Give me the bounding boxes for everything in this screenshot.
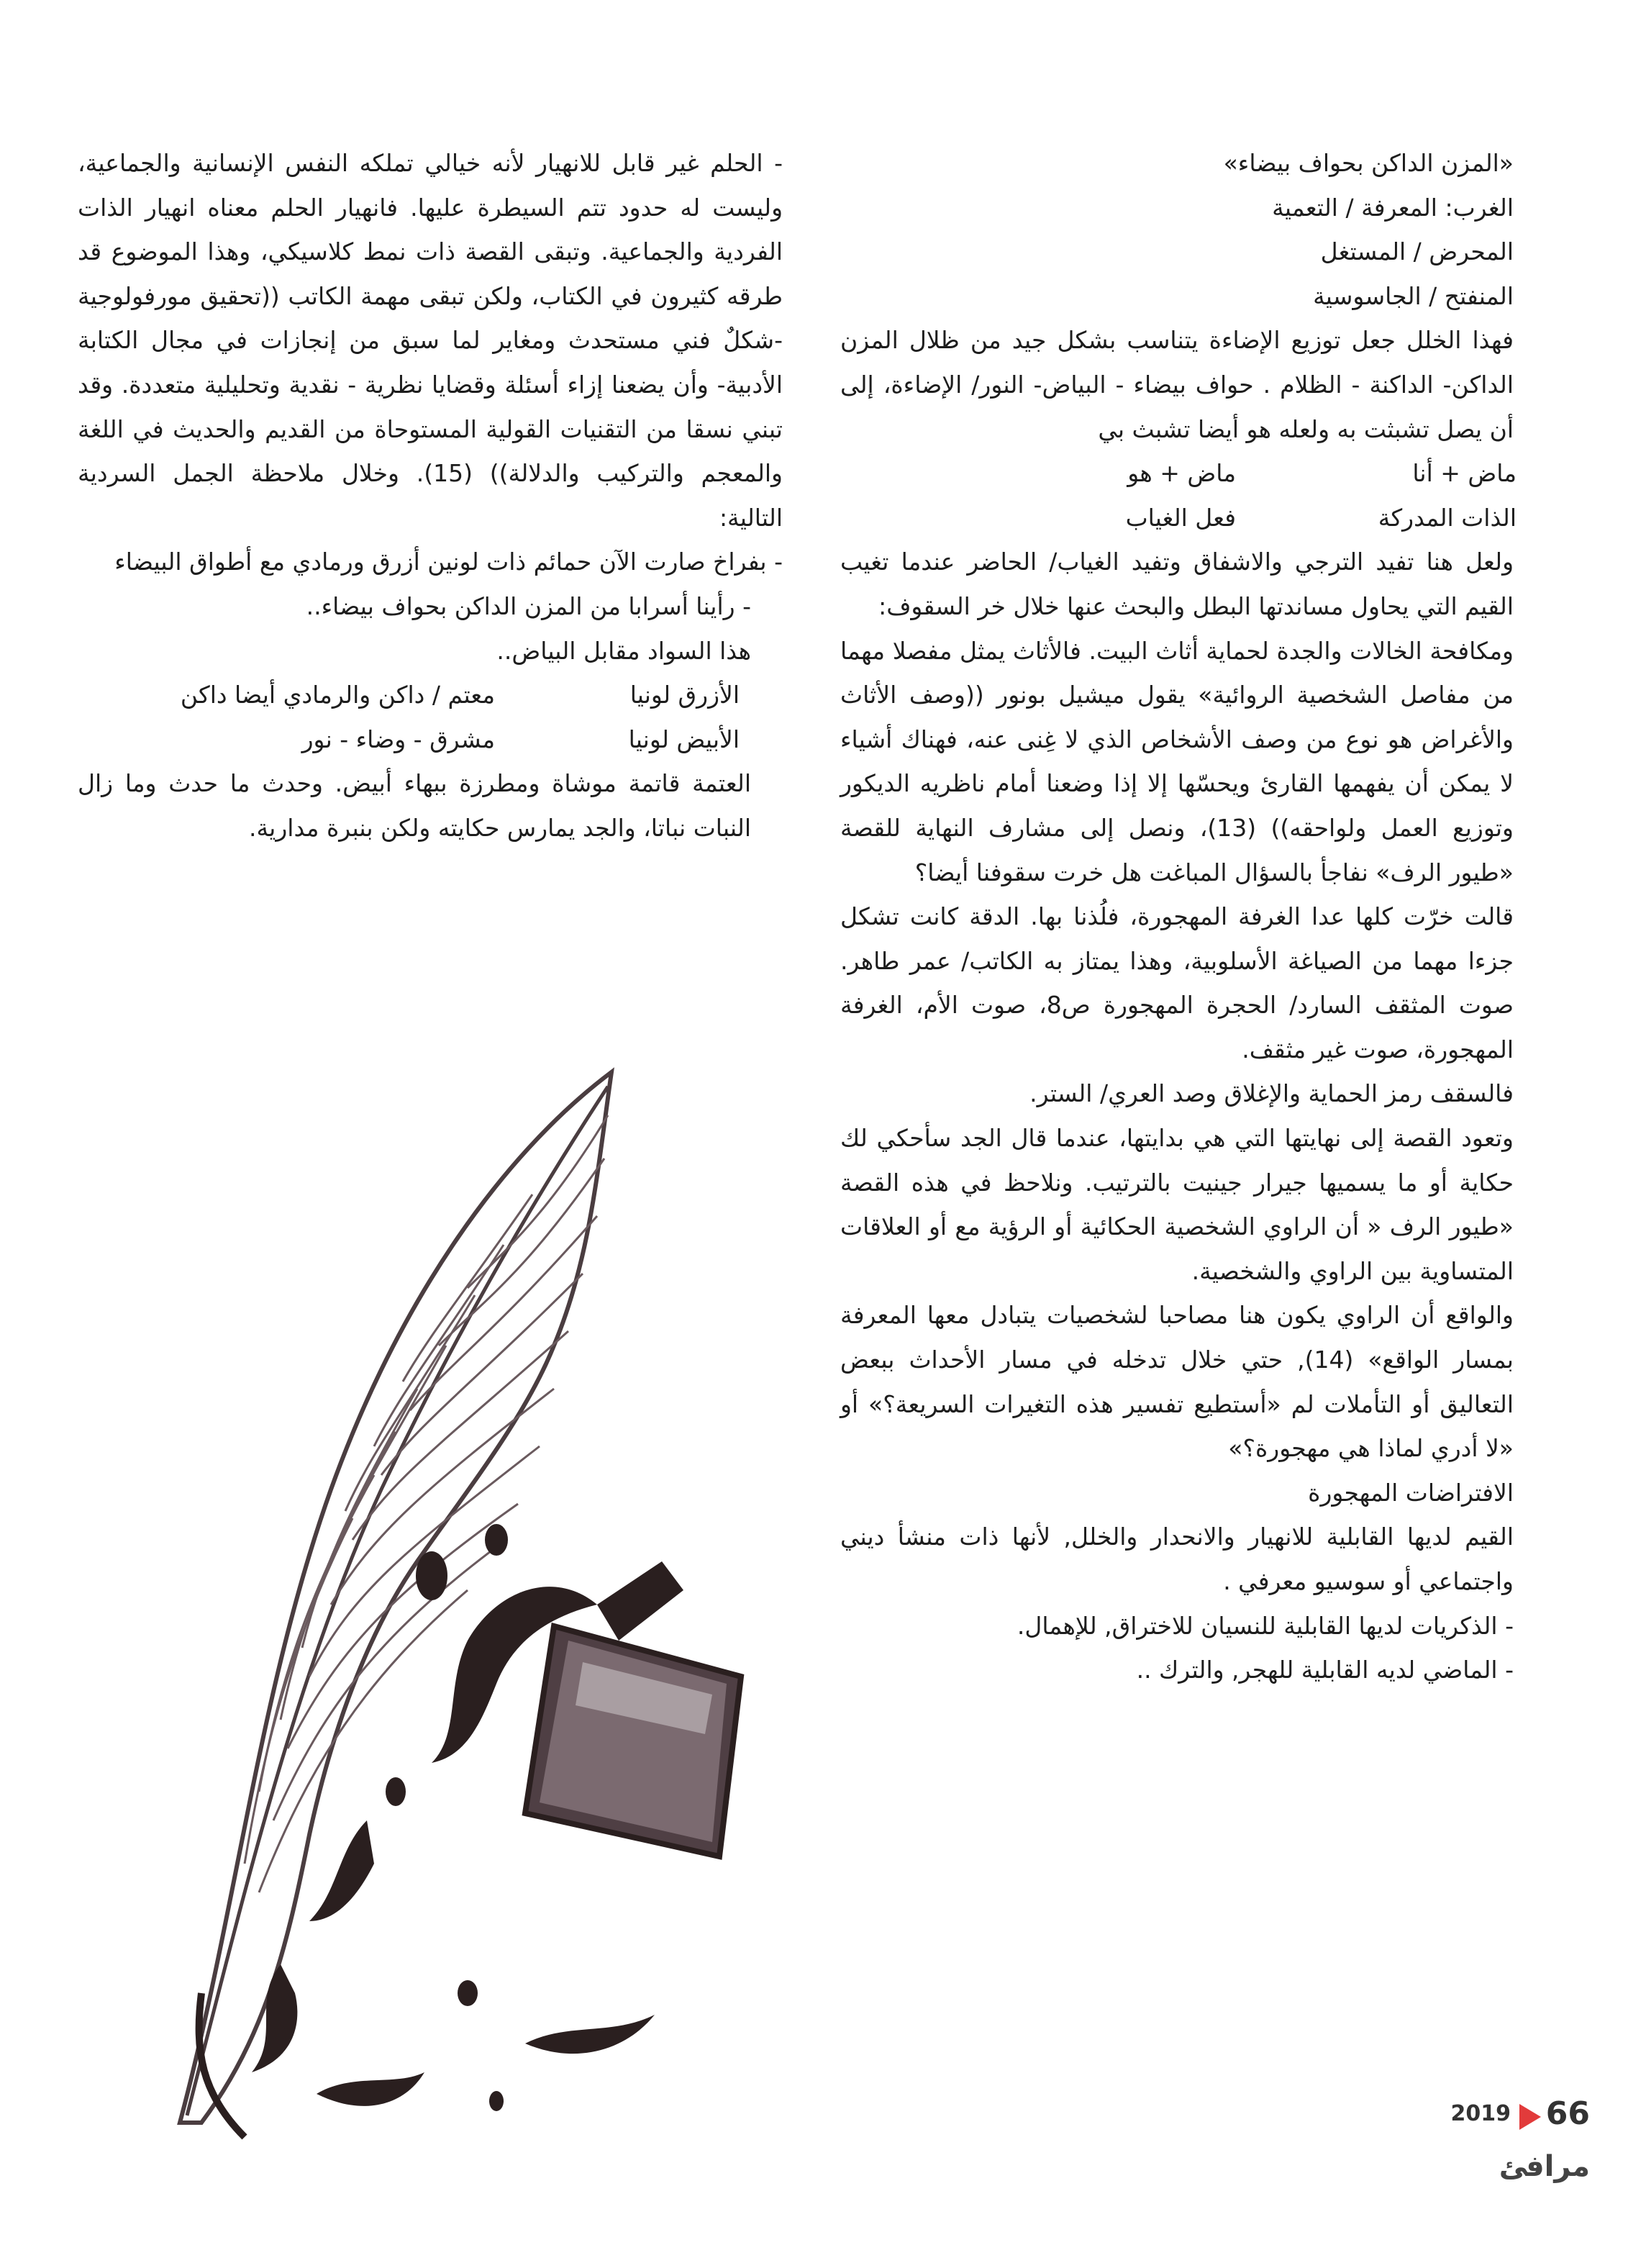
article-column-right [840,141,1545,1692]
paragraph: القيم لديها القابلية للانهيار والانحدار والخلل, لأنها ذات منشأ ديني واجتماعي أو سوسيو معرفي . [840,1523,1514,1595]
subheading: الافتراضات المهجورة [1308,1478,1514,1507]
quote-line: هذا السواد مقابل البياض.. [496,636,751,665]
quote-line: - رأينا أسرابا من المزن الداكن بحواف بيضاء.. [306,591,751,620]
color-meaning: معتم / داكن والرمادي أيضا داكن [180,681,495,709]
feather-quill-illustration [94,1043,842,2180]
pair-item: فعل الغياب [1125,503,1236,532]
pair-item: ماض + أنا [1412,459,1517,488]
paragraph: العتمة قاتمة موشاة ومطرزة ببهاء أبيض. وحدث ما حدث وما زال النبات نباتا، والجد يمارس حكايته ولكن بنبرة مدارية. [78,769,751,842]
pair-item: الذات المدركة [1378,503,1517,532]
page-marker-triangle-icon [1519,2104,1541,2130]
paragraph: المنفتح / الجاسوسية [1313,281,1514,310]
magazine-name: مرافئ [1499,2150,1590,2183]
pair-item: ماض + هو [1127,459,1236,488]
paragraph: وتعود القصة إلى نهايتها التي هي بدايتها، عندما قال الجد سأحكي لك حكاية أو ما يسميها جيرار جينيت بالترتيب. ونلاحظ في هذه القصة «طيور الرف « أن الراوي الشخصية الحكائية أو الرؤية مع أو العلاقات المتساوية بين الراوي والشخصية. [840,1124,1514,1285]
paragraph: فهذا الخلل جعل توزيع الإضاءة يتناسب بشكل جيد من ظلال المزن الداكن- الداكنة - الظلام . حواف بيضاء - البياض- النور/ الإضاءة، إلى أن يصل تشبثت به ولعله هو أيضا تشبث بي [840,326,1514,443]
color-contrast-row [78,673,783,717]
paragraph: فالسقف رمز الحماية والإغلاق وصد العري/ الستر. [1029,1079,1514,1108]
paragraph: والواقع أن الراوي يكون هنا مصاحبا لشخصيات يتبادل معها المعرفة بمسار الواقع» (14), حتي خلال تدخله في مسار الأحداث ببعض التعاليق أو التأملات لم «أستطيع تفسير هذه التغيرات السريعة؟» أو «لا أدري لماذا هي مهجورة؟» [840,1301,1514,1463]
paragraph: - الحلم غير قابل للانهيار لأنه خيالي تملكه النفس الإنسانية والجماعية، وليست له حدود تتم السيطرة عليها. فانهيار الحلم معناه انهيار الذات الفردية والجماعية. وتبقى القصة ذات نمط كلاسيكي، وهذا الموضوع قد طرقه كثيرون في الكتاب، ولكن تبقى مهمة الكاتب ((تحقيق مورفولوجية -شكلٌ فني مستحدث ومغاير لما سبق من إنجازات في مجال الكتابة الأدبية- وأن يضعنا إزاء أسئلة وقضايا نظرية - نقدية وتحليلية متعددة. وقد تبني نسقا من التقنيات القولية المستوحاة من القديم والحديث في اللغة والمعجم والتركيب والدلالة)) (15). وخلال ملاحظة الجمل السردية التالية: [78,149,783,532]
page-number: 66 [1545,2095,1590,2132]
color-contrast-row [78,717,783,762]
paragraph: ومكافحة الخالات والجدة لحماية أثاث البيت. فالأثاث يمثل مفصلا مهما من مفاصل الشخصية الروائية» يقول ميشيل بونور ((وصف الأثاث والأغراض هو نوع من وصف الأشخاص الذي لا غِنى عنه، فهناك أشياء لا يمكن أن يفهمها القارئ ويحسّها إلا إذا وضعنا أمام ناظريه الديكور وتوزيع العمل ولواحقه)) (13)، ونصل إلى مشارف النهاية للقصة «طيور الرف» نفاجأ بالسؤال المباغت هل خرت سقوفنا أيضا؟ [840,636,1514,886]
contrast-pair [840,451,1545,496]
paragraph: «المزن الداكن بحواف بيضاء» [1223,149,1514,177]
paragraph: المحرض / المستغل [1320,237,1514,266]
contrast-pair [840,496,1545,540]
paragraph: الغرب: المعرفة / التعمية [1272,193,1514,222]
page-footer [1396,2095,1590,2210]
article-column-left [78,141,783,850]
paragraph: قالت خرّت كلها عدا الغرفة المهجورة، فلُذنا بها. الدقة كانت تشكل جزءا مهما من الصياغة الأسلوبية، وهذا يمتاز به الكاتب/ عمر طاهر. صوت المثقف السارد/ الحجرة المهجورة ص8، صوت الأم، الغرفة المهجورة، صوت غير مثقف. [840,902,1514,1063]
list-item: - الذكريات لديها القابلية للنسيان للاختراق, للإهمال. [1017,1611,1514,1640]
color-term: الأزرق لونيا [629,681,740,709]
color-term: الأبيض لونيا [628,725,740,753]
color-meaning: مشرق - وضاء - نور [301,725,495,753]
quote-line: - بفراخ صارت الآن حمائم ذات لونين أزرق ورمادي مع أطواق البيضاء [114,548,783,576]
paragraph: ولعل هنا تفيد الترجي والاشفاق وتفيد الغياب/ الحاضر عندما تغيب القيم التي يحاول مساندتها البطل والبحث عنها خلال خر السقوف: [840,548,1514,620]
issue-year: 2019 [1450,2101,1511,2126]
list-item: - الماضي لديه القابلية للهجر, والترك .. [1136,1656,1514,1684]
